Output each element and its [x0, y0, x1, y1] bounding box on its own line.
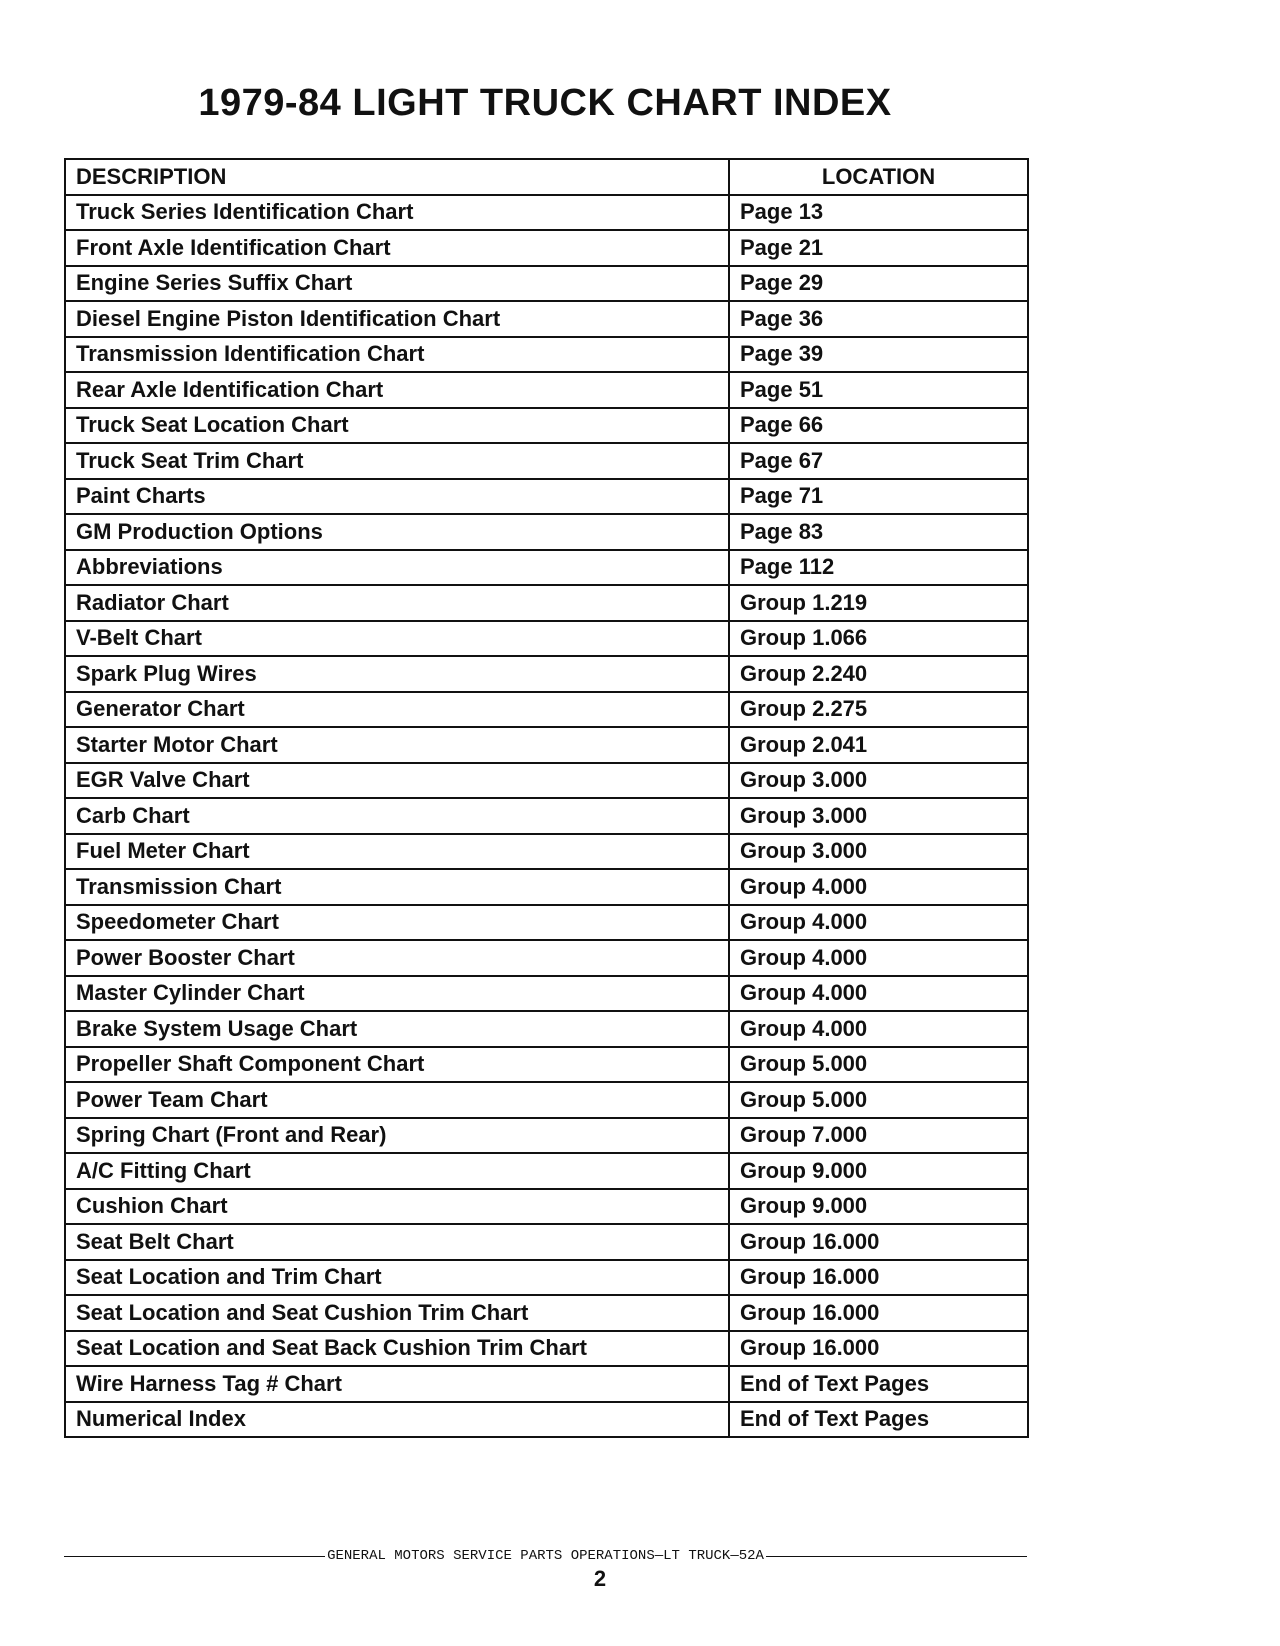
row-location: Page 51	[729, 372, 1028, 408]
row-description: Wire Harness Tag # Chart	[65, 1366, 729, 1402]
row-description: Numerical Index	[65, 1402, 729, 1438]
row-description: Front Axle Identification Chart	[65, 230, 729, 266]
row-location: Group 3.000	[729, 834, 1028, 870]
footer-text: GENERAL MOTORS SERVICE PARTS OPERATIONS—LT TRUCK—52A	[327, 1548, 764, 1564]
row-description: Truck Seat Location Chart	[65, 408, 729, 444]
description-column-header: DESCRIPTION	[65, 159, 729, 195]
table-row	[65, 940, 1028, 976]
row-description: Transmission Chart	[65, 869, 729, 905]
table-row	[65, 621, 1028, 657]
row-description: Cushion Chart	[65, 1189, 729, 1225]
table-row	[65, 195, 1028, 231]
footer	[64, 1548, 1027, 1564]
row-description: Propeller Shaft Component Chart	[65, 1047, 729, 1083]
table-body	[65, 195, 1028, 1438]
row-description: Spring Chart (Front and Rear)	[65, 1118, 729, 1154]
table-row	[65, 479, 1028, 515]
table-row	[65, 585, 1028, 621]
row-location: Group 16.000	[729, 1331, 1028, 1367]
row-location: Group 16.000	[729, 1224, 1028, 1260]
row-description: Engine Series Suffix Chart	[65, 266, 729, 302]
table-row	[65, 1331, 1028, 1367]
row-description: Rear Axle Identification Chart	[65, 372, 729, 408]
row-description: Fuel Meter Chart	[65, 834, 729, 870]
row-location: Group 3.000	[729, 798, 1028, 834]
row-description: Truck Series Identification Chart	[65, 195, 729, 231]
row-description: Power Team Chart	[65, 1082, 729, 1118]
row-description: Spark Plug Wires	[65, 656, 729, 692]
table-row	[65, 1118, 1028, 1154]
row-description: GM Production Options	[65, 514, 729, 550]
table-row	[65, 337, 1028, 373]
table-row	[65, 1047, 1028, 1083]
row-location: Group 7.000	[729, 1118, 1028, 1154]
table-header-row	[65, 159, 1028, 195]
row-description: Carb Chart	[65, 798, 729, 834]
table-row	[65, 514, 1028, 550]
row-description: Seat Belt Chart	[65, 1224, 729, 1260]
row-description: Radiator Chart	[65, 585, 729, 621]
table-row	[65, 656, 1028, 692]
row-location: Group 16.000	[729, 1295, 1028, 1331]
table-row	[65, 1224, 1028, 1260]
row-location: Page 29	[729, 266, 1028, 302]
row-location: Group 5.000	[729, 1082, 1028, 1118]
row-location: Page 66	[729, 408, 1028, 444]
table-row	[65, 550, 1028, 586]
table-row	[65, 1082, 1028, 1118]
row-location: Group 1.066	[729, 621, 1028, 657]
table-row	[65, 1402, 1028, 1438]
row-description: Seat Location and Seat Back Cushion Trim Chart	[65, 1331, 729, 1367]
page-number: 2	[593, 1566, 607, 1591]
row-location: Group 2.275	[729, 692, 1028, 728]
row-location: End of Text Pages	[729, 1366, 1028, 1402]
row-description: Power Booster Chart	[65, 940, 729, 976]
row-description: Transmission Identification Chart	[65, 337, 729, 373]
row-location: Page 36	[729, 301, 1028, 337]
table-row	[65, 1366, 1028, 1402]
row-location: Group 4.000	[729, 869, 1028, 905]
row-location: Page 83	[729, 514, 1028, 550]
row-description: V-Belt Chart	[65, 621, 729, 657]
row-location: Group 4.000	[729, 1011, 1028, 1047]
table-row	[65, 976, 1028, 1012]
row-description: Diesel Engine Piston Identification Chart	[65, 301, 729, 337]
row-description: Generator Chart	[65, 692, 729, 728]
row-description: Speedometer Chart	[65, 905, 729, 941]
table-row	[65, 692, 1028, 728]
row-location: Page 71	[729, 479, 1028, 515]
table-row	[65, 1011, 1028, 1047]
row-location: Page 67	[729, 443, 1028, 479]
row-description: EGR Valve Chart	[65, 763, 729, 799]
row-location: Group 9.000	[729, 1189, 1028, 1225]
row-description: Master Cylinder Chart	[65, 976, 729, 1012]
table-row	[65, 869, 1028, 905]
table-row	[65, 408, 1028, 444]
table-row	[65, 372, 1028, 408]
row-description: Seat Location and Seat Cushion Trim Chart	[65, 1295, 729, 1331]
page-title: 1979-84 LIGHT TRUCK CHART INDEX	[198, 82, 892, 124]
row-location: Group 16.000	[729, 1260, 1028, 1296]
footer-rule-right	[766, 1556, 1027, 1557]
table-row	[65, 905, 1028, 941]
table-row	[65, 1295, 1028, 1331]
row-location: Page 21	[729, 230, 1028, 266]
row-description: Seat Location and Trim Chart	[65, 1260, 729, 1296]
row-location: Group 9.000	[729, 1153, 1028, 1189]
row-location: Group 2.240	[729, 656, 1028, 692]
table-row	[65, 798, 1028, 834]
table-row	[65, 230, 1028, 266]
row-location: Page 39	[729, 337, 1028, 373]
row-location: Group 4.000	[729, 976, 1028, 1012]
row-description: Starter Motor Chart	[65, 727, 729, 763]
footer-rule-left	[64, 1556, 325, 1557]
chart-index-table	[64, 158, 1029, 1438]
table-row	[65, 1153, 1028, 1189]
table-row	[65, 301, 1028, 337]
row-description: A/C Fitting Chart	[65, 1153, 729, 1189]
table-row	[65, 443, 1028, 479]
row-location: Page 13	[729, 195, 1028, 231]
table-row	[65, 834, 1028, 870]
table-row	[65, 727, 1028, 763]
row-description: Brake System Usage Chart	[65, 1011, 729, 1047]
row-location: Group 3.000	[729, 763, 1028, 799]
table-row	[65, 1189, 1028, 1225]
row-location: Group 2.041	[729, 727, 1028, 763]
row-location: Group 4.000	[729, 940, 1028, 976]
row-description: Truck Seat Trim Chart	[65, 443, 729, 479]
location-column-header: LOCATION	[729, 159, 1028, 195]
row-location: Group 1.219	[729, 585, 1028, 621]
table-row	[65, 763, 1028, 799]
row-description: Paint Charts	[65, 479, 729, 515]
table-row	[65, 266, 1028, 302]
row-description: Abbreviations	[65, 550, 729, 586]
table-row	[65, 1260, 1028, 1296]
row-location: Group 4.000	[729, 905, 1028, 941]
row-location: Page 112	[729, 550, 1028, 586]
row-location: End of Text Pages	[729, 1402, 1028, 1438]
row-location: Group 5.000	[729, 1047, 1028, 1083]
